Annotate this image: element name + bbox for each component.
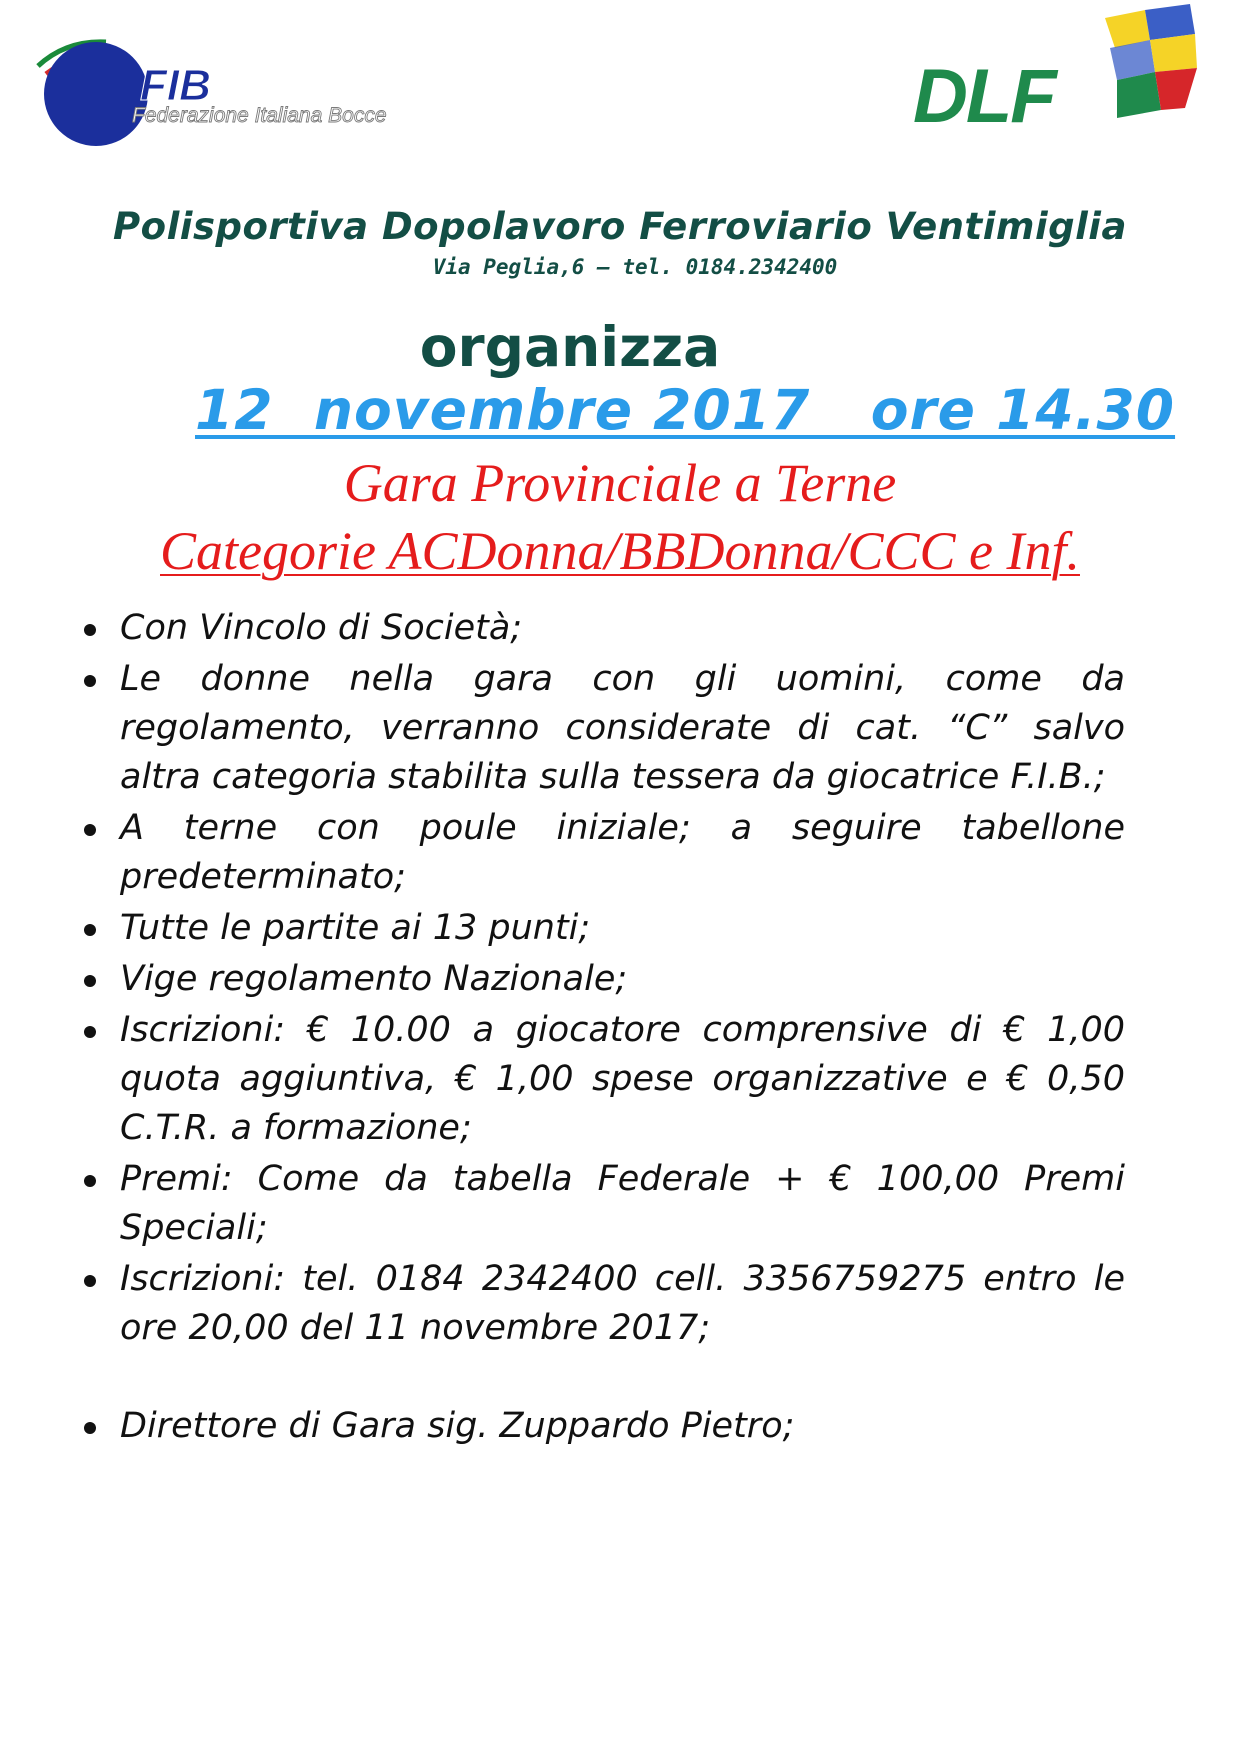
- rule-item: Iscrizioni: € 10.00 a giocatore comprensive di € 1,00 quota aggiuntiva, € 1,00 spese organizzative e € 0,50 C.T.R. a formazione;: [80, 1006, 1125, 1153]
- organization-name: Polisportiva Dopolavoro Ferroviario Ventimiglia: [113, 205, 1127, 248]
- event-title: Gara Provinciale a Terne: [343, 453, 897, 513]
- dlf-logo: [905, 0, 1225, 150]
- rule-item: A terne con poule iniziale; a seguire tabellone predeterminato;: [80, 804, 1125, 902]
- svg-text:FIB: FIB: [140, 61, 211, 110]
- event-date-time: 12 novembre 2017 ore 14.30: [195, 378, 1176, 442]
- rule-item: Con Vincolo di Società;: [80, 604, 1125, 653]
- rule-item: Le donne nella gara con gli uomini, come da regolamento, verranno considerate di cat. “C” salvo altra categoria stabilita sulla tessera da giocatrice F.I.B.;: [80, 655, 1125, 802]
- svg-text:Federazione Italiana Bocce: Federazione Italiana Bocce: [132, 104, 387, 127]
- event-categories: Categorie ACDonna/BBDonna/CCC e Inf.: [160, 521, 1080, 581]
- rules-list: [80, 604, 1125, 1453]
- rule-item: Tutte le partite ai 13 punti;: [80, 904, 1125, 953]
- organizza-heading: organizza: [419, 315, 721, 379]
- rule-item: Premi: Come da tabella Federale + € 100,00 Premi Speciali;: [80, 1155, 1125, 1253]
- fib-logo: [36, 38, 466, 148]
- rule-item: Iscrizioni: tel. 0184 2342400 cell. 3356759275 entro le ore 20,00 del 11 novembre 2017;: [80, 1255, 1125, 1353]
- rule-item: Direttore di Gara sig. Zuppardo Pietro;: [80, 1402, 1125, 1451]
- rule-item: Vige regolamento Nazionale;: [80, 955, 1125, 1004]
- svg-text:DLF: DLF: [913, 54, 1055, 139]
- organization-address: Via Peglia,6 – tel. 0184.2342400: [432, 255, 838, 279]
